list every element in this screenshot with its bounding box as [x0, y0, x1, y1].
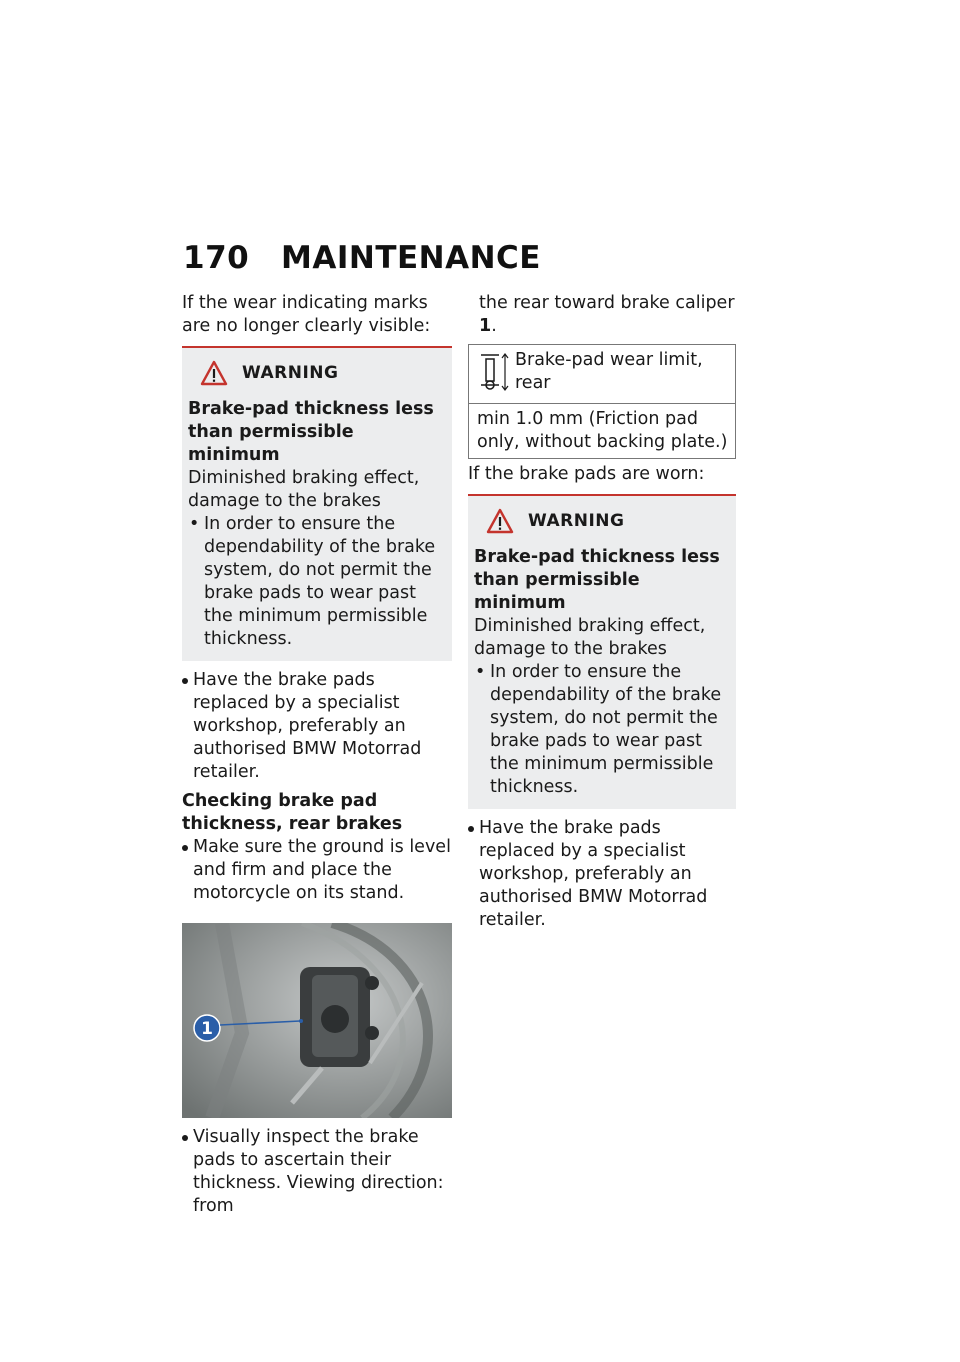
warning-bullet: • In order to ensure the dependability of the brake system, do not permit the brake pads to wear past the minimum permissible thickness. [474, 661, 730, 799]
spec-value: min 1.0 mm (Friction pad only, without backing plate.) [477, 409, 728, 452]
warning-box [182, 346, 452, 661]
page-header [183, 240, 541, 276]
warning-triangle-icon [200, 360, 228, 386]
bullet-replace: Have the brake pads replaced by a specialist workshop, preferably an authorised BMW Motorrad retailer. [468, 817, 736, 932]
warning-triangle-icon [486, 508, 514, 534]
warning-header [200, 360, 446, 386]
warning-title: Brake-pad thickness less than permissible minimum [188, 399, 434, 465]
section-title: MAINTENANCE [281, 240, 541, 276]
warning-box [468, 494, 736, 809]
left-column [182, 292, 452, 1218]
figure-callout: 1 [201, 1019, 213, 1039]
intro-text: If the brake pads are worn: [468, 464, 705, 484]
brake-caliper-figure [182, 923, 452, 1118]
warning-bullet: • In order to ensure the dependability of the brake system, do not permit the brake pads to wear past the minimum permissible thickness. [188, 513, 446, 651]
spec-table [468, 344, 736, 459]
warning-title: Brake-pad thickness less than permissible minimum [474, 547, 720, 613]
brake-pad-gauge-icon [469, 345, 509, 403]
bullet-inspect: Visually inspect the brake pads to ascertain their thickness. Viewing direction: from [182, 1126, 452, 1218]
warning-description: Diminished braking effect, damage to the brakes [474, 616, 706, 659]
bullet-ground: Make sure the ground is level and firm and place the motorcycle on its stand. [182, 836, 452, 905]
right-column [468, 292, 736, 932]
section-heading: Checking brake pad thickness, rear brakes [182, 791, 403, 834]
warning-header [486, 508, 730, 534]
spec-label: Brake-pad wear limit, rear [515, 350, 703, 393]
intro-text: If the wear indicating marks are no longer clearly visible: [182, 293, 431, 336]
warning-description: Diminished braking effect, damage to the brakes [188, 468, 420, 511]
warning-label: WARNING [528, 511, 625, 531]
warning-label: WARNING [242, 363, 339, 383]
bullet-replace: Have the brake pads replaced by a specialist workshop, preferably an authorised BMW Motorrad retailer. [182, 669, 452, 784]
spec-header-row [469, 345, 735, 404]
page-number: 170 [183, 240, 250, 276]
continuation-text: the rear toward brake caliper 1. [479, 293, 735, 336]
brake-caliper-illustration [182, 923, 452, 1118]
